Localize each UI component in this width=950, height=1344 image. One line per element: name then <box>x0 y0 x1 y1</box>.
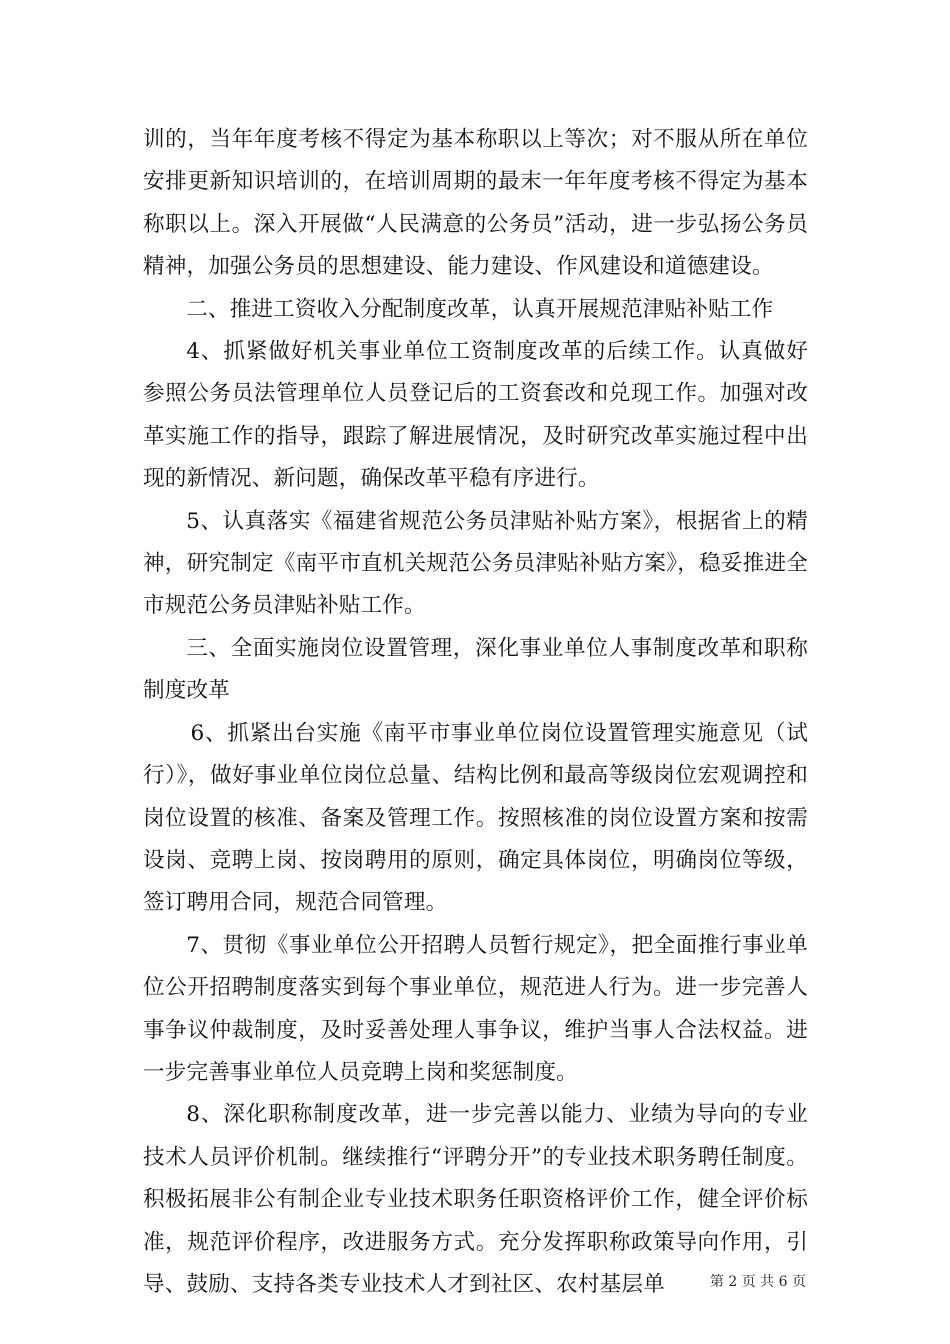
paragraph-item-5: 5、认真落实《福建省规范公务员津贴补贴方案》，根据省上的精神，研究制定《南平市直机关规范公务员津贴补贴方案》，稳妥推进全市规范公务员津贴补贴工作。 <box>143 508 808 619</box>
paragraph-item-7: 7、贯彻《事业单位公开招聘人员暂行规定》，把全面推行事业单位公开招聘制度落实到每个事业单位，规范进人行为。进一步完善人事争议仲裁制度，及时妥善处理人事争议，维护当事人合法权益。进一步完善事业单位人员竞聘上岗和奖惩制度。 <box>143 932 808 1085</box>
page-number-footer: 第 2 页 共 6 页 <box>709 1274 806 1290</box>
paragraph-item-8: 8、深化职称制度改革，进一步完善以能力、业绩为导向的专业技术人员评价机制。继续推行“评聘分开”的专业技术职务聘任制度。积极拓展非公有制企业专业技术职务任职资格评价工作，健全评价标准，规范评价程序，改进服务方式。充分发挥职称政策导向作用，引导、鼓励、支持各类专业技术人才到社区、农村基层单 <box>143 1102 808 1297</box>
section-heading-3: 三、全面实施岗位设置管理，深化事业单位人事制度改革和职称制度改革 <box>143 635 808 704</box>
paragraph-continuation: 训的，当年年度考核不得定为基本称职以上等次；对不服从所在单位安排更新知识培训的，在培训周期的最末一年年度考核不得定为基本称职以上。深入开展做“人民满意的公务员”活动，进一步弘扬公务员精神，加强公务员的思想建设、能力建设、作风建设和道德建设。 <box>143 127 808 280</box>
paragraph-item-4: 4、抓紧做好机关事业单位工资制度改革的后续工作。认真做好参照公务员法管理单位人员登记后的工资套改和兑现工作。加强对改革实施工作的指导，跟踪了解进展情况，及时研究改革实施过程中出现的新情况、新问题，确保改革平稳有序进行。 <box>143 339 808 492</box>
document-body <box>143 119 808 1306</box>
section-heading-2: 二、推进工资收入分配制度改革，认真开展规范津贴补贴工作 <box>186 296 774 322</box>
paragraph-item-6: 6、抓紧出台实施《南平市事业单位岗位设置管理实施意见（试行）》，做好事业单位岗位总量、结构比例和最高等级岗位宏观调控和岗位设置的核准、备案及管理工作。按照核准的岗位设置方案和按需设岗、竞聘上岗、按岗聘用的原则，确定具体岗位，明确岗位等级，签订聘用合同，规范合同管理。 <box>143 720 808 916</box>
